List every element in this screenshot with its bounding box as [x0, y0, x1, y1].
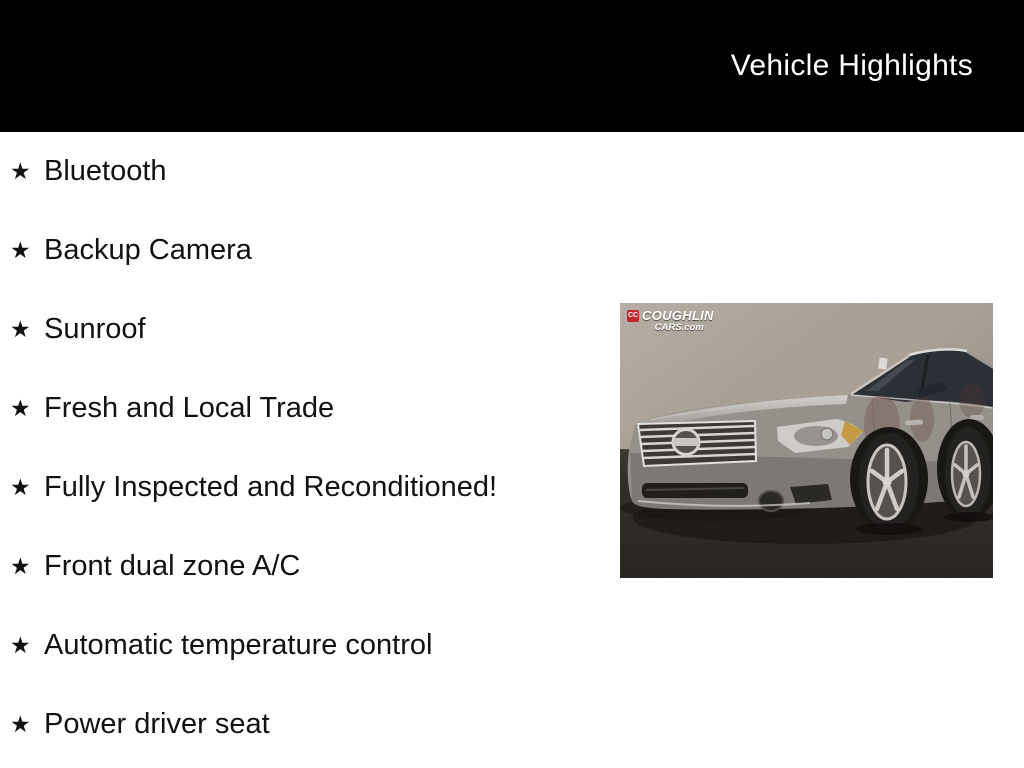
vehicle-photo-illustration — [620, 303, 993, 578]
star-bullet-icon: ★ — [10, 395, 31, 421]
list-item — [0, 527, 600, 606]
star-bullet-icon: ★ — [10, 632, 31, 658]
list-item — [0, 448, 600, 527]
fog-light — [759, 491, 783, 511]
dealer-watermark — [627, 309, 714, 333]
highlight-label: Bluetooth — [44, 155, 167, 187]
door-handle — [905, 420, 923, 426]
highlight-label: Power driver seat — [44, 708, 270, 740]
list-item — [0, 290, 600, 369]
star-bullet-icon: ★ — [10, 237, 31, 263]
list-item — [0, 606, 600, 685]
vehicle-photo — [620, 303, 993, 578]
watermark-suffix: CARS.com — [654, 322, 704, 333]
list-item — [0, 211, 600, 290]
highlights-list — [0, 132, 600, 764]
highlight-label: Fresh and Local Trade — [44, 392, 335, 424]
highlight-label: Front dual zone A/C — [44, 550, 301, 582]
star-bullet-icon: ★ — [10, 711, 31, 737]
star-bullet-icon: ★ — [10, 158, 31, 184]
door-reflection — [910, 396, 934, 442]
star-bullet-icon: ★ — [10, 474, 31, 500]
highlight-label: Fully Inspected and Reconditioned! — [44, 471, 498, 503]
coughlin-logo-icon: CC — [627, 310, 639, 322]
watermark-brand: COUGHLIN — [642, 308, 714, 323]
door-reflection — [959, 384, 985, 418]
highlight-label: Sunroof — [44, 313, 146, 345]
highlight-label: Automatic temperature control — [44, 629, 433, 661]
highlight-label: Backup Camera — [44, 234, 252, 266]
header-bar — [0, 0, 1024, 132]
star-bullet-icon: ★ — [10, 316, 31, 342]
page-title: Vehicle Highlights — [730, 49, 973, 82]
brand-emblem-icon — [673, 430, 699, 455]
star-bullet-icon: ★ — [10, 553, 31, 579]
list-item — [0, 685, 600, 764]
windshield-sticker — [878, 357, 887, 369]
list-item — [0, 369, 600, 448]
list-item — [0, 132, 600, 211]
